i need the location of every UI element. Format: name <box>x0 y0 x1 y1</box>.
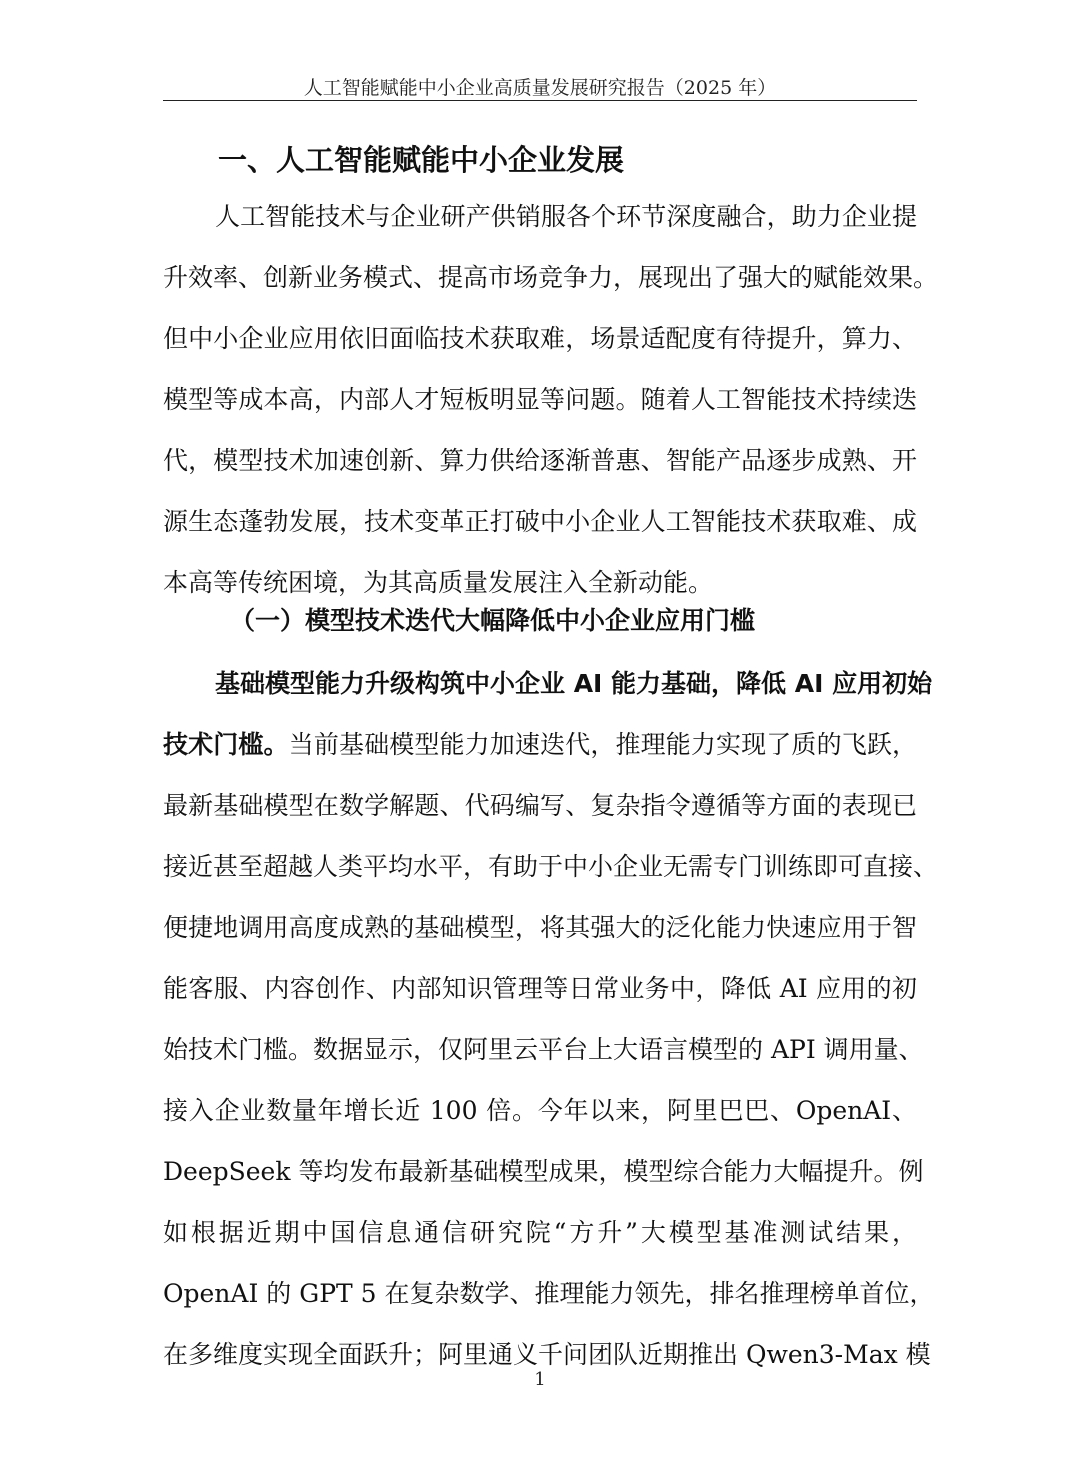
paragraph-line: 能客服、内容创作、内部知识管理等日常业务中，降低 AI 应用的初 <box>163 974 917 1003</box>
running-header: 人工智能赋能中小企业高质量发展研究报告（2025 年） <box>303 77 777 99</box>
paragraph-line: 但中小企业应用依旧面临技术获取难，场景适配度有待提升，算力、 <box>163 324 917 353</box>
paragraph-line: 接入企业数量年增长近 100 倍。今年以来，阿里巴巴、OpenAI、 <box>163 1096 917 1125</box>
paragraph-line: 始技术门槛。数据显示，仅阿里云平台上大语言模型的 API 调用量、 <box>163 1035 924 1064</box>
paragraph-line: 最新基础模型在数学解题、代码编写、复杂指令遵循等方面的表现已 <box>163 791 917 820</box>
section-title: 一、人工智能赋能中小企业发展 <box>218 143 625 177</box>
bold-lead-text: 技术门槛。 <box>163 730 289 759</box>
paragraph-line: 接近甚至超越人类平均水平，有助于中小企业无需专门训练即可直接、 <box>163 852 939 881</box>
header-rule <box>163 100 917 101</box>
paragraph-line: 人工智能技术与企业研产供销服各个环节深度融合，助力企业提 <box>215 202 917 231</box>
paragraph-line: 源生态蓬勃发展，技术变革正打破中小企业人工智能技术获取难、成 <box>163 507 917 536</box>
paragraph-line: 本高等传统困境，为其高质量发展注入全新动能。 <box>163 568 714 597</box>
body-paragraph <box>163 653 939 1385</box>
paragraph-line: 模型等成本高，内部人才短板明显等问题。随着人工智能技术持续迭 <box>163 385 917 414</box>
paragraph-line: 在多维度实现全面跃升；阿里通义千问团队近期推出 Qwen3-Max 模 <box>163 1340 931 1369</box>
subsection-title: （一）模型技术迭代大幅降低中小企业应用门槛 <box>230 606 756 635</box>
paragraph-line: 升效率、创新业务模式、提高市场竞争力，展现出了强大的赋能效果。 <box>163 263 939 292</box>
paragraph-line: 代，模型技术加速创新、算力供给逐渐普惠、智能产品逐步成熟、开 <box>163 446 917 475</box>
paragraph-line <box>163 714 917 775</box>
paragraph-line: 便捷地调用高度成熟的基础模型，将其强大的泛化能力快速应用于智 <box>163 913 917 942</box>
intro-paragraph <box>163 186 939 613</box>
bold-lead-line: 基础模型能力升级构筑中小企业 AI 能力基础，降低 AI 应用初始 <box>215 669 933 698</box>
paragraph-line: 如根据近期中国信息通信研究院“方升”大模型基准测试结果， <box>163 1218 917 1247</box>
paragraph-line: DeepSeek 等均发布最新基础模型成果，模型综合能力大幅提升。例 <box>163 1157 924 1186</box>
paragraph-line: OpenAI 的 GPT 5 在复杂数学、推理能力领先，排名推理榜单首位， <box>163 1279 935 1308</box>
page-number: 1 <box>534 1369 546 1390</box>
lead-line-rest: 当前基础模型能力加速迭代，推理能力实现了质的飞跃， <box>288 730 917 759</box>
